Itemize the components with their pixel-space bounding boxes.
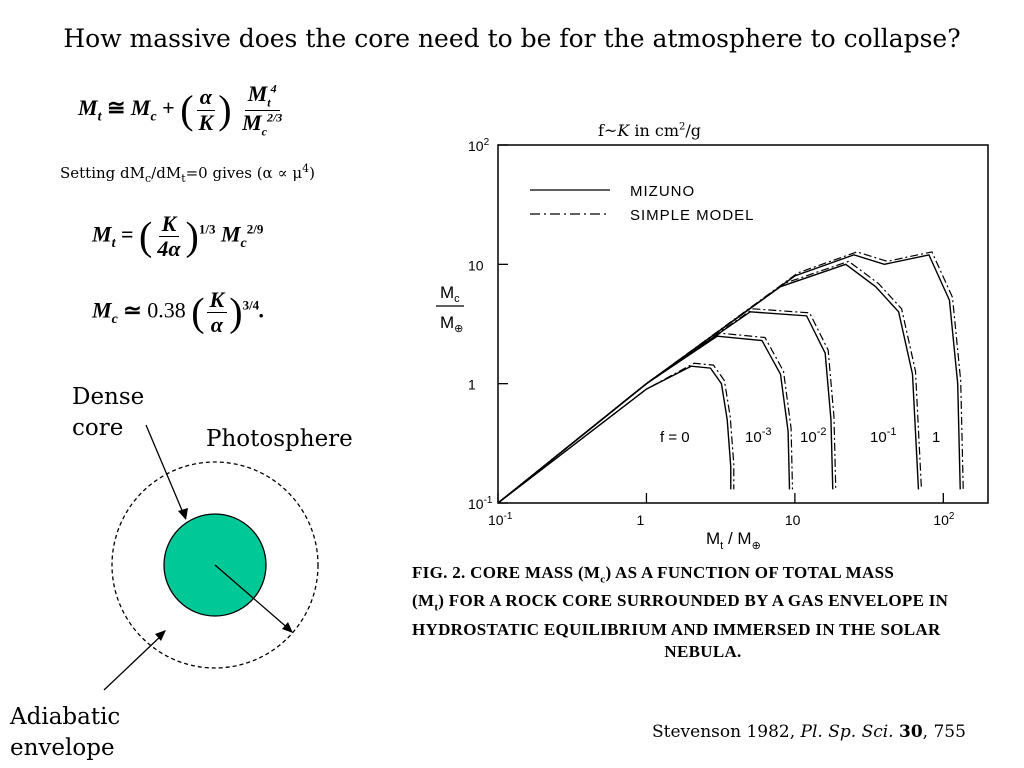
f-value-label: $10^{-2}$ [800, 426, 827, 446]
core-pointer-arrowhead [178, 508, 188, 520]
series-simple-model-line [498, 333, 793, 503]
equation-total-mass-optimal: $M_t$ = ( $\frac{K}{4\alpha}$ )$^{1/3}$ $M_c^{2/9}$ [92, 211, 264, 262]
series-mizuno-line [498, 264, 918, 503]
series-mizuno-line [498, 255, 960, 503]
series-mizuno-line [498, 366, 731, 503]
dense-core-label: Dense core [72, 384, 145, 441]
core-mass-chart [410, 130, 1000, 560]
y-tick-label: $10^2$ [468, 137, 490, 154]
f-value-label: $10^{-1}$ [870, 426, 897, 446]
x-tick-label: 1 [636, 512, 645, 528]
plot-frame [498, 145, 988, 503]
f-equals-zero-label: f = 0 [660, 429, 690, 446]
slide-title: How massive does the core need to be for the atmosphere to collapse? [63, 24, 961, 53]
f-value-label: $10^{-3}$ [745, 426, 772, 446]
core-pointer-arrow [146, 425, 184, 515]
y-tick-label: 1 [468, 376, 476, 393]
legend-mizuno: MIZUNO [630, 183, 696, 200]
series-simple-model-line [498, 261, 921, 503]
figure-units-label: f~K in $cm^2/g$ [598, 121, 702, 140]
series-mizuno-line [498, 336, 790, 503]
y-tick-label: $10^{-1}$ [468, 495, 493, 512]
legend-simple-model: SIMPLE MODEL [630, 207, 755, 224]
series-mizuno-line [498, 312, 833, 503]
f-value-label: 1 [932, 429, 941, 446]
x-axis-label: $M_t / M_\oplus$ [706, 529, 761, 552]
equation-total-mass: $M_t$ ≅ $M_c$ + ( $\frac{\alpha}{K}$ ) $\frac{M_t^4}{M_c^{2/3}}$ [78, 81, 283, 138]
setting-text: Setting $dM_c/dM_t=0$ gives $(\alpha \propto \mu^4)$ [60, 162, 315, 185]
x-tick-label: 10 [784, 512, 801, 528]
adiabatic-envelope-label: Adiabatic envelope [10, 704, 121, 761]
series-simple-model-line [498, 363, 734, 503]
y-tick-label: 10 [468, 257, 484, 274]
y-axis-label-den: $M_\oplus$ [440, 313, 464, 335]
x-tick-label: $10^2$ [933, 511, 955, 528]
photosphere-label: Photosphere [206, 426, 353, 452]
envelope-pointer-arrow [104, 634, 163, 690]
y-axis-label-num: $M_c$ [440, 283, 460, 305]
citation: Stevenson 1982, Pl. Sp. Sci. 30, 755 [652, 722, 966, 742]
figure-caption: FIG. 2. CORE MASS $(M_c)$ AS A FUNCTION OF TOTAL MASS $(M_t)$ FOR A ROCK CORE SURROUNDED BY A GAS ENVELOPE IN HYDROSTATIC EQUILIBRIUM AND IMMERSED IN THE SOLAR NEBULA. [412, 563, 949, 661]
equation-core-mass: $M_c$ ≃ 0.38 ( $\frac{K}{\alpha}$ )$^{3/4}$. [92, 287, 265, 338]
x-tick-label: $10^{-1}$ [488, 511, 513, 528]
